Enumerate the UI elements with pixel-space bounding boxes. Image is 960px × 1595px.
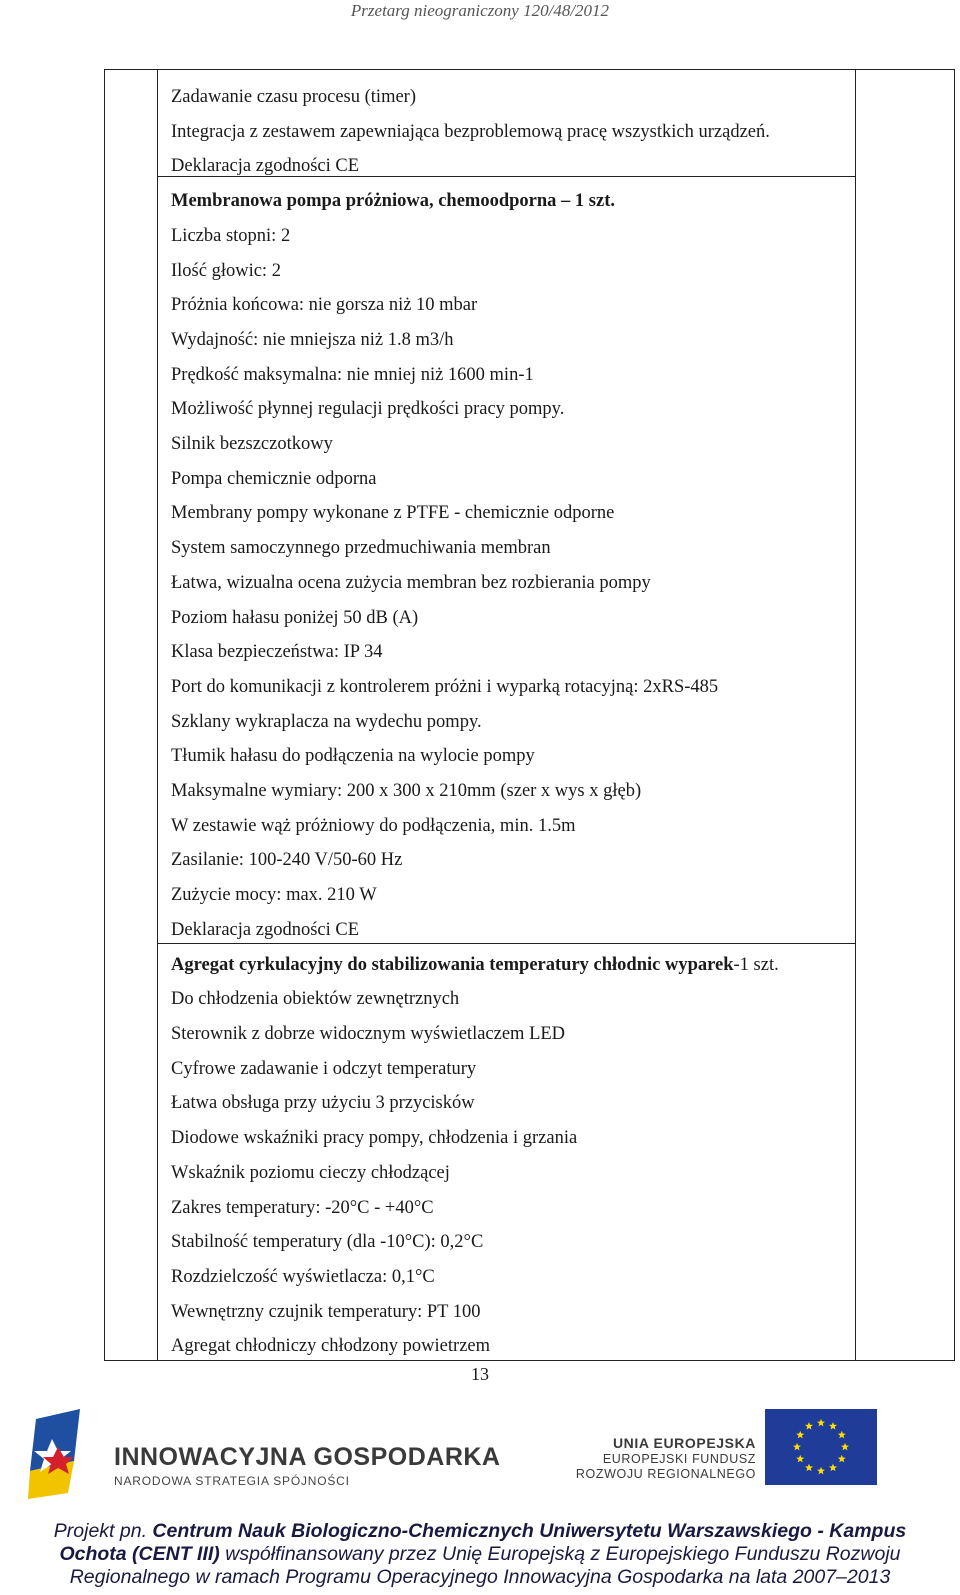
ig-emblem-icon bbox=[28, 1409, 108, 1499]
spec-line: Zużycie mocy: max. 210 W bbox=[171, 885, 377, 906]
spec-line: System samoczynnego przedmuchiwania membran bbox=[171, 538, 551, 559]
spec-content bbox=[171, 80, 851, 1364]
spec-line: Liczba stopni: 2 bbox=[171, 225, 291, 246]
spec-line: W zestawie wąż próżniowy do podłączenia, min. 1.5m bbox=[171, 815, 576, 836]
innowacyjna-gospodarka-logo bbox=[28, 1409, 501, 1499]
eu-fund-line1: EUROPEJSKI FUNDUSZ bbox=[602, 1452, 756, 1466]
logo-bar bbox=[0, 1405, 960, 1505]
eu-star-icon bbox=[841, 1443, 849, 1451]
spec-line: Deklaracja zgodności CE bbox=[171, 156, 360, 177]
spec-line: Do chłodzenia obiektów zewnętrznych bbox=[171, 989, 460, 1010]
spec-line: Zasilanie: 100-240 V/50-60 Hz bbox=[171, 850, 403, 871]
spec-line: Silnik bezszczotkowy bbox=[171, 434, 333, 455]
spec-line: Zakres temperatury: -20°C - +40°C bbox=[171, 1197, 434, 1218]
eu-star-icon bbox=[838, 1431, 846, 1439]
eu-star-icon bbox=[805, 1422, 813, 1430]
spec-line: Rozdzielczość wyświetlacza: 0,1°C bbox=[171, 1266, 435, 1287]
spec-line: Membranowa pompa próżniowa, chemoodporna – 1 szt. bbox=[171, 191, 615, 212]
ig-title: INNOWACYJNA GOSPODARKA bbox=[114, 1443, 501, 1471]
spec-line: Cyfrowe zadawanie i odczyt temperatury bbox=[171, 1058, 477, 1079]
spec-line: Prędkość maksymalna: nie mniej niż 1600 min-1 bbox=[171, 364, 534, 385]
eu-star-icon bbox=[805, 1464, 813, 1472]
ig-subtitle: NARODOWA STRATEGIA SPÓJNOŚCI bbox=[114, 1474, 350, 1488]
eu-star-icon bbox=[817, 1419, 825, 1427]
eu-star-icon bbox=[829, 1464, 837, 1472]
spec-line: Klasa bezpieczeństwa: IP 34 bbox=[171, 642, 383, 663]
footer-line-2: Ochota (CENT III) współfinansowany przez Unię Europejską z Europejskiego Funduszu Rozwoju bbox=[59, 1543, 901, 1565]
spec-line: Agregat chłodniczy chłodzony powietrzem bbox=[171, 1336, 491, 1357]
footer-line-3: Regionalnego w ramach Programu Operacyjnego Innowacyjna Gospodarka na lata 2007–2013 bbox=[69, 1566, 891, 1588]
eu-star-icon bbox=[829, 1422, 837, 1430]
spec-line: Ilość głowic: 2 bbox=[171, 260, 281, 281]
footer-line-1: Projekt pn. Centrum Nauk Biologiczno-Chemicznych Uniwersytetu Warszawskiego - Kampus bbox=[53, 1520, 907, 1542]
spec-line: Agregat cyrkulacyjny do stabilizowania temperatury chłodnic wyparek-1 szt. bbox=[171, 954, 779, 975]
eu-fund-line2: ROZWOJU REGIONALNEGO bbox=[575, 1467, 756, 1481]
spec-line: Szklany wykraplacza na wydechu pompy. bbox=[171, 711, 482, 732]
page-header: Przetarg nieograniczony 120/48/2012 bbox=[350, 1, 610, 20]
spec-line: Stabilność temperatury (dla -10°C): 0,2°C bbox=[171, 1232, 484, 1253]
eu-star-icon bbox=[838, 1455, 846, 1463]
eu-star-icon bbox=[796, 1431, 804, 1439]
spec-line: Membrany pompy wykonane z PTFE - chemicznie odporne bbox=[171, 503, 615, 524]
spec-line: Wydajność: nie mniejsza niż 1.8 m3/h bbox=[171, 329, 454, 350]
eu-text bbox=[566, 1435, 756, 1482]
footer bbox=[0, 1520, 960, 1589]
spec-line: Port do komunikacji z kontrolerem próżni i wyparką rotacyjną: 2xRS-485 bbox=[171, 676, 719, 697]
spec-line: Łatwa obsługa przy użyciu 3 przycisków bbox=[171, 1093, 475, 1114]
eu-name: UNIA EUROPEJSKA bbox=[612, 1435, 756, 1451]
spec-line: Pompa chemicznie odporna bbox=[171, 468, 377, 489]
spec-line: Integracja z zestawem zapewniająca bezproblemową pracę wszystkich urządzeń. bbox=[171, 121, 770, 142]
eu-star-icon bbox=[793, 1443, 801, 1451]
spec-line: Deklaracja zgodności CE bbox=[171, 919, 360, 940]
spec-line: Łatwa, wizualna ocena zużycia membran bez rozbierania pompy bbox=[171, 572, 651, 593]
spec-line: Zadawanie czasu procesu (timer) bbox=[171, 87, 416, 107]
spec-line: Sterownik z dobrze widocznym wyświetlaczem LED bbox=[171, 1023, 566, 1044]
spec-line: Wskaźnik poziomu cieczy chłodzącej bbox=[171, 1162, 450, 1183]
spec-line: Próżnia końcowa: nie gorsza niż 10 mbar bbox=[171, 295, 478, 316]
eu-star-icon bbox=[796, 1455, 804, 1463]
page-number: 13 bbox=[471, 1364, 489, 1384]
eu-flag-icon bbox=[765, 1409, 877, 1485]
spec-line: Możliwość płynnej regulacji prędkości pracy pompy. bbox=[171, 399, 565, 420]
spec-line: Diodowe wskaźniki pracy pompy, chłodzenia i grzania bbox=[171, 1128, 578, 1149]
spec-line: Tłumik hałasu do podłączenia na wylocie pompy bbox=[171, 746, 535, 767]
spec-line: Wewnętrzny czujnik temperatury: PT 100 bbox=[171, 1301, 481, 1322]
spec-line: Poziom hałasu poniżej 50 dB (A) bbox=[171, 607, 419, 628]
spec-line: Maksymalne wymiary: 200 x 300 x 210mm (szer x wys x głęb) bbox=[171, 781, 642, 802]
table-column-divider bbox=[157, 70, 158, 1360]
eu-star-icon bbox=[817, 1467, 825, 1475]
table-column-divider bbox=[855, 70, 856, 1360]
